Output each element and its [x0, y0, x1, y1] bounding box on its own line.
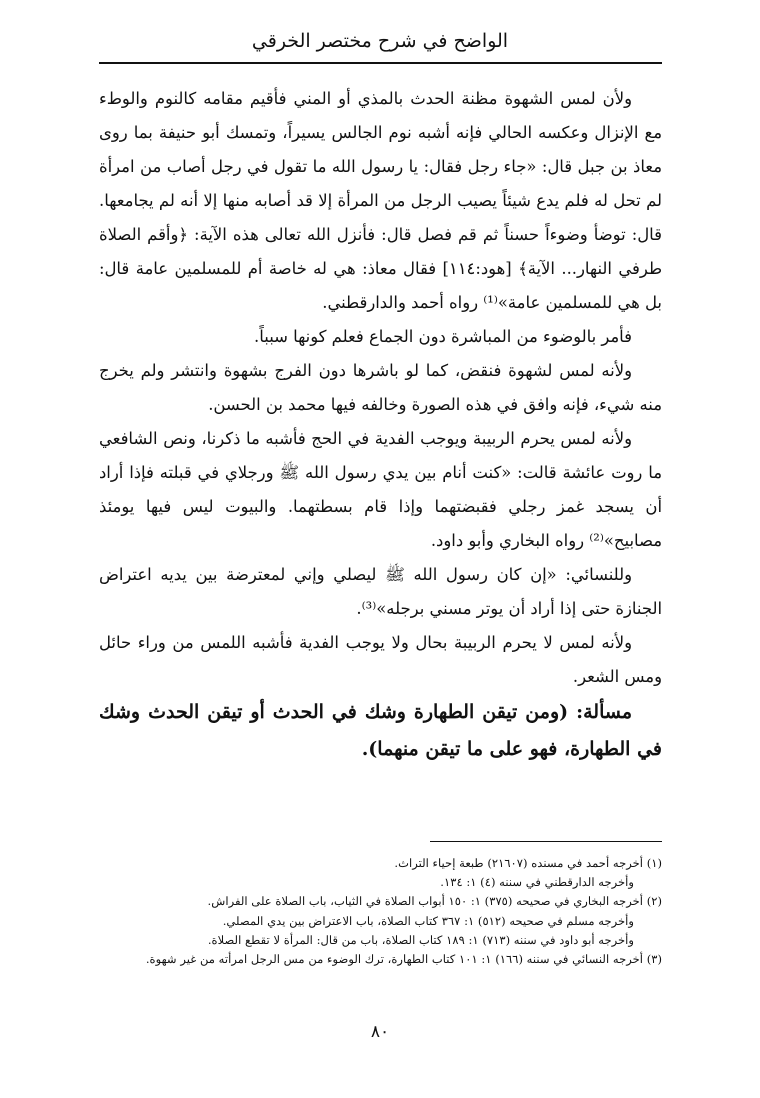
- header-divider: [99, 62, 662, 64]
- paragraph: وللنسائي: «إن كان رسول الله ﷺ ليصلي وإني لمعترضة بين يديه اعتراض الجنازة حتى إذا أراد أن يوتر مسني برجله»⁽³⁾.: [99, 565, 662, 618]
- paragraph: ولأنه لمس لشهوة فنقض، كما لو باشرها دون الفرج بشهوة وانتشر ولم يخرج منه شيء، فإنه وافق في هذه الصورة وخالفه فيها محمد بن الحسن.: [99, 361, 662, 414]
- main-text: [99, 82, 662, 768]
- footnote: وأخرجه مسلم في صحيحه (٥١٢) ١: ٣٦٧ كتاب الصلاة، باب الاعتراض بين يدي المصلي.: [222, 913, 634, 928]
- footnote: (١) أخرجه أحمد في مسنده (٢١٦٠٧) طبعة إحياء التراث.: [394, 856, 662, 870]
- masala-heading: مسألة: (ومن تيقن الطهارة وشك في الحدث أو تيقن الحدث وشك في الطهارة، فهو على ما تيقن منهما).: [99, 701, 662, 760]
- paragraph: ولأنه لمس يحرم الربيبة ويوجب الفدية في الحج فأشبه ما ذكرنا، ونص الشافعي ما روت عائشة قالت: «كنت أنام بين يدي رسول الله ﷺ ورجلاي في قبلته فإذا أراد أن يسجد غمز رجلي فقبضتهما وإذا قام بسطتهما. والبيوت ليس فيها يومئذ مصابيح»⁽²⁾ رواه البخاري وأبو داود.: [99, 429, 662, 550]
- paragraph: ولأن لمس الشهوة مظنة الحدث بالمذي أو المني فأقيم مقامه كالنوم والوطء مع الإنزال وعكسه الحالي فإنه أشبه نوم الجالس يسيراً، وتمسك أبو حنيفة بما روى معاذ بن جبل قال: «جاء رجل فقال: يا رسول الله ما تقول في رجل أصاب من امرأة لم تحل له فلم يدع شيئاً يصيب الرجل من المرأة إلا قد أصابه منها إلا أنه لم يجامعها. قال: توضأ وضوءاً حسناً ثم قم فصل قال: فأنزل الله تعالى هذه الآية: ﴿وأقم الصلاة طرفي النهار... الآية﴾ [هود:١١٤] فقال معاذ: هي له خاصة أم للمسلمين عامة قال: بل هي للمسلمين عامة»⁽¹⁾ رواه أحمد والدارقطني.: [99, 89, 662, 312]
- paragraph: ولأنه لمس لا يحرم الربيبة بحال ولا يوجب الفدية فأشبه اللمس من وراء حائل ومس الشعر.: [99, 633, 662, 686]
- footnote: وأخرجه أبو داود في سننه (٧١٣) ١: ١٨٩ كتاب الصلاة، باب من قال: المرأة لا تقطع الصلاة.: [207, 932, 634, 947]
- running-header-title: الواضح في شرح مختصر الخرقي: [251, 30, 509, 52]
- footnote-divider: [430, 841, 662, 842]
- footnote: (٢) أخرجه البخاري في صحيحه (٣٧٥) ١: ١٥٠ أبواب الصلاة في الثياب، باب الصلاة على الفراش.: [207, 894, 662, 909]
- paragraph: فأمر بالوضوء من المباشرة دون الجماع فعلم كونها سبباً.: [254, 327, 632, 346]
- footnotes: [99, 854, 662, 969]
- footnote: (٣) أخرجه النسائي في سننه (١٦٦) ١: ١٠١ كتاب الطهارة، ترك الوضوء من مس الرجل امرأته من غير شهوة.: [145, 952, 662, 967]
- page-number: ٨٠: [370, 1022, 390, 1042]
- footnote: وأخرجه الدارقطني في سننه (٤) ١: ١٣٤.: [440, 875, 634, 890]
